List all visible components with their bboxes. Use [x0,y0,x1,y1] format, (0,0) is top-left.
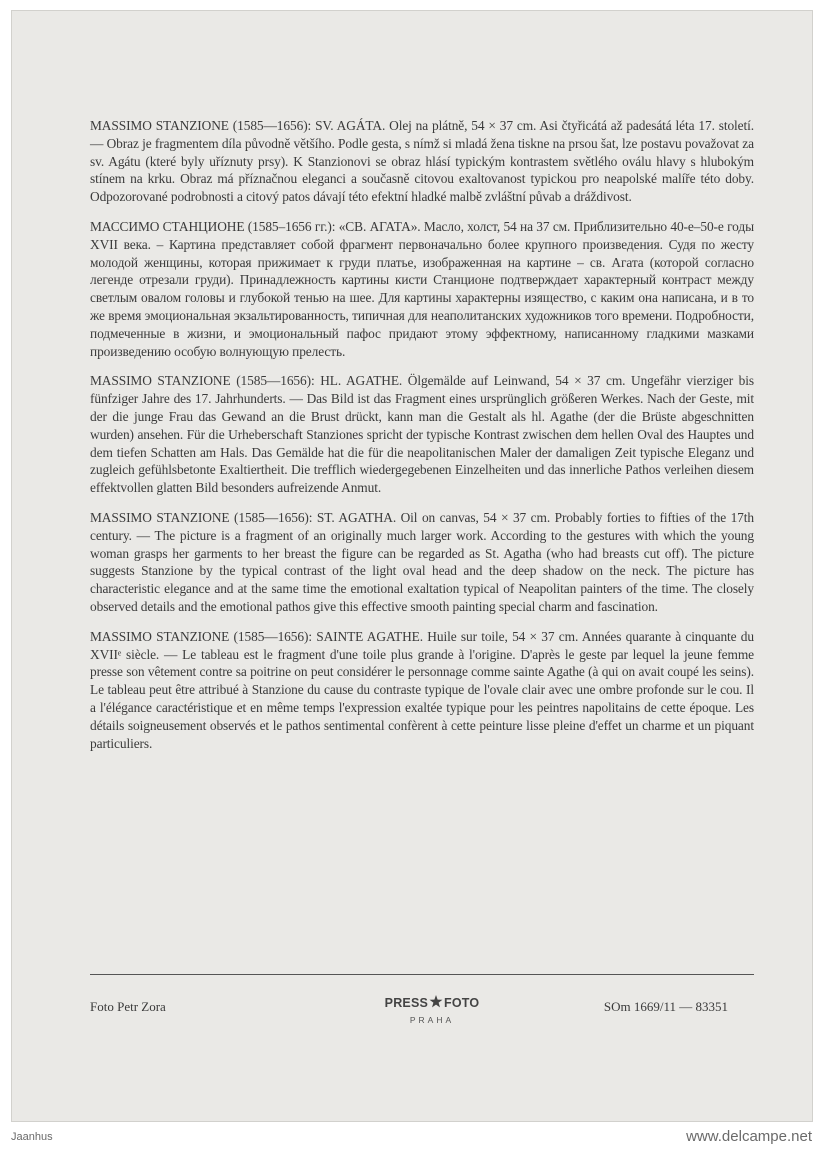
description-czech: MASSIMO STANZIONE (1585—1656): SV. AGÁTA. Olej na plátně, 54 × 37 cm. Asi čtyřicátá až padesátá léta 17. století. — Obraz je fragmentem díla původně většího. Podle gesta, s nímž si mladá žena tiskne na prsou šat, lze postavu považovat za sv. Agátu (které byly uříznuty prsy). K Stanzionovi se obraz hlásí typickým kontrastem světlého oválu hlavy s hlubokým stínem na krku. Obraz má příznačnou eleganci a současně citovou exaltovanost typickou pro neapolské malíře této doby. Odpozorované podrobnosti a citový patos dávají této efektní hladké malbě zvláštní půvab a dráždivost. [90,118,754,205]
logo-city: PRAHA [409,1015,455,1025]
description-english: MASSIMO STANZIONE (1585—1656): ST. AGATHA. Oil on canvas, 54 × 37 cm. Probably forties to fifties of the 17th century. — The picture is a fragment of an originally much larger work. According to the gestures with which the young woman grasps her garments to her breast the figure can be regarded as St. Agatha (who had breasts cut off). The picture suggests Stanzione by the typical contrast of the light oval head and the deep shadow on the neck. The picture has characteristic elegance and at the same time the emotional exaltation typical of Neapolitan painters of the time. The closely observed details and the emotional pathos give this effective smooth painting special charm and fascination. [90,509,754,614]
logo-text-press: PRESS [384,996,429,1010]
divider-line [90,974,754,975]
description-german: MASSIMO STANZIONE (1585—1656): HL. AGATHE. Ölgemälde auf Leinwand, 54 × 37 cm. Ungefähr vierziger bis fünfziger Jahre des 17. Jahrhunderts. — Das Bild ist das Fragment eines ursprünglich größeren Werkes. Nach der Geste, mit der die junge Frau das Gewand an die Brust drückt, kann man die Gestalt als hl. Agathe (der die Brüste abgeschnitten wurden) ansehen. Für die Urheberschaft Stanziones spricht der typische Kontrast zwischen dem hellen Oval des Hauptes und dem tiefen Schatten am Hals. Das Gemälde hat die für die neapolitanischen Maler der damaligen Zeit typische Eleganz und zugleich gefühlsbetonte Exaltiertheit. Die trefflich wiedergegebenen Einzelheiten und das innerliche Pathos verleihen diesem effektvollen glatten Bild besonders aufreizende Anmut. [90,373,754,496]
description-texts [90,117,754,764]
description-russian: МАССИМО СТАНЦИОНЕ (1585–1656 гг.): «СВ. АГАТА». Масло, холст, 54 на 37 см. Приблизительно 40-е–50-е годы XVII века. – Картина представляет собой фрагмент первоначально более крупного произведения. Судя по жесту молодой женщины, которая прижимает к груди платье, изображенная на картине – св. Агата (которой согласно легенде отрезали груди). Принадлежность картины кисти Станционе подтверждает характерный контраст между светлым овалом головы и глубокой тенью на шее. Для картины характерны изящество, с каким она написана, и в то же время эмоциональная экзальтированность, типичная для неаполитанских художников того времени. Подробности, подмеченные в жизни, и эмоциональный пафос придают этому эффектному, написанному гладкими мазками произведению особую волнующую прелесть. [90,218,754,359]
catalog-code: SOm 1669/11 — 83351 [603,999,728,1014]
description-french: MASSIMO STANZIONE (1585—1656): SAINTE AGATHE. Huile sur toile, 54 × 37 cm. Années quarante à cinquante du XVIIᵉ siècle. — Le tableau est le fragment d'une toile plus grande à l'origine. D'après le geste par lequel la jeune femme presse son vêtement contre sa poitrine on peut considérer le personnage comme sainte Agathe (à qui on avait coupé les seins). Le tableau peut être attribué à Stanzione du cause du contraste typique de l'ovale clair avec une ombre profonde sur le cou. Il a l'élégance caractéristique et en même temps l'expression exaltée typique pour les peintres napolitains de cette époque. Les détails soigneusement observés et le pathos sentimental confèrent à cette peinture lisse pleine d'effet un charme et un piquant particuliers. [90,628,754,751]
uploader-watermark: Jaanhus [11,1131,53,1143]
logo-text-foto: FOTO [444,996,480,1010]
site-watermark[interactable]: www.delcampe.net [686,1128,812,1145]
postcard-back [11,10,813,1122]
photo-credit: Foto Petr Zora [90,999,166,1014]
pressfoto-logo [378,995,486,1025]
ctk-star-icon [429,995,443,1011]
